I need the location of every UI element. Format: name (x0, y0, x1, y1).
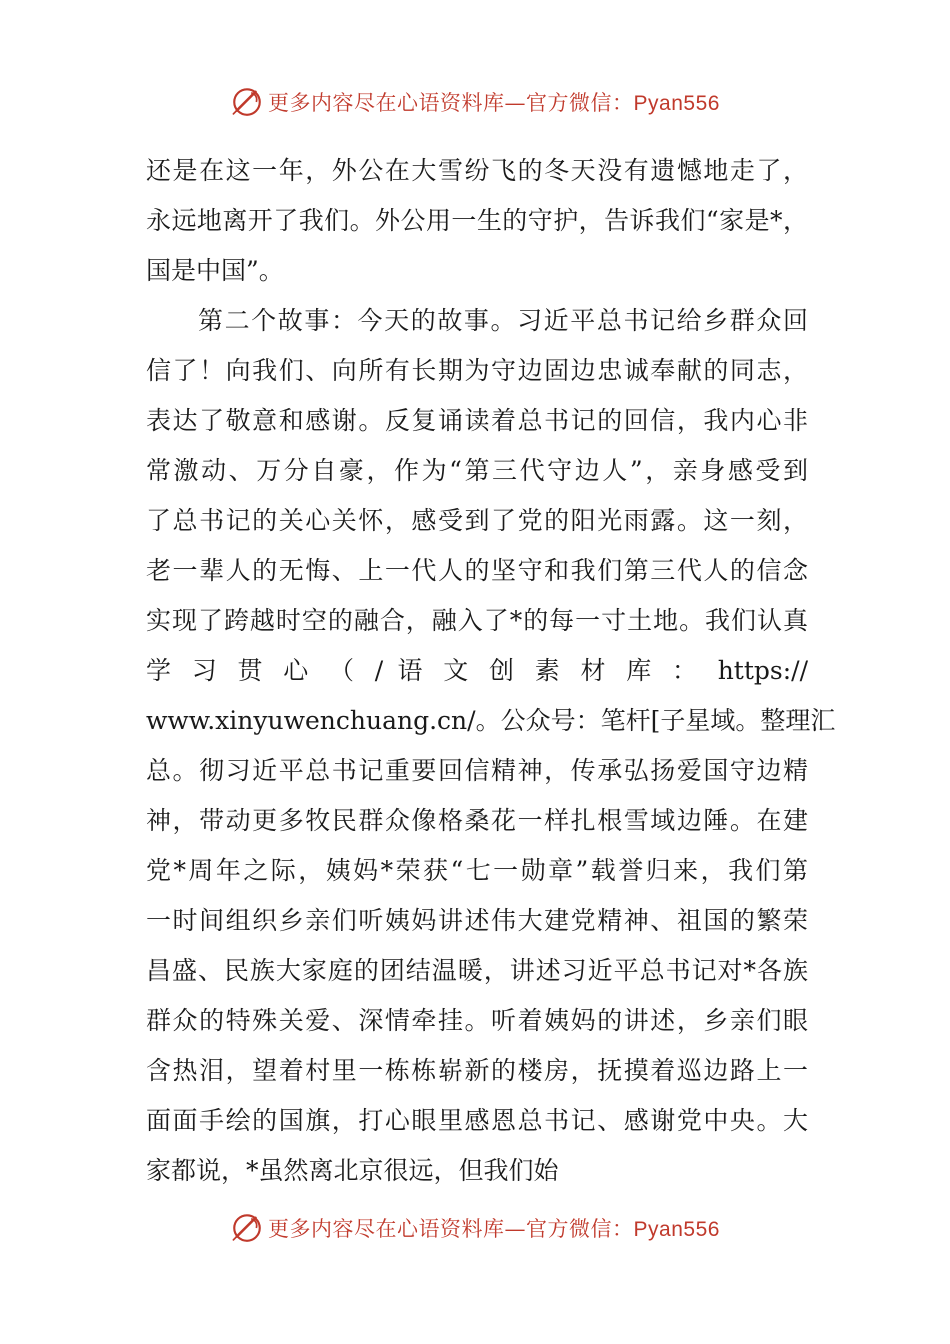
text-line: 党*周年之际，姨妈*荣获“七一勋章”载誉归来，我们第 (146, 856, 808, 885)
text-line-url-start: 学 习 贯 心 （ / 语 文 创 素 材 库 ： https:// (146, 656, 808, 685)
text-line: 永远地离开了我们。外公用一生的守护，告诉我们“家是*， (146, 206, 808, 235)
header-wechat-id: Pyan556 (633, 92, 720, 115)
text-line: 总。彻习近平总书记重要回信精神，传承弘扬爱国守边精 (146, 756, 808, 785)
text-line: 群众的特殊关爱、深情牵挂。听着姨妈的讲述，乡亲们眼 (146, 1006, 808, 1035)
text-line-url: www.xinyuwenchuang.cn/。公众号：笔杆[子星域。整理汇 (146, 706, 836, 735)
text-line: 含热泪，望着村里一栋栋崭新的楼房，抚摸着巡边路上一 (146, 1056, 808, 1085)
text-line: 老一辈人的无悔、上一代人的坚守和我们第三代人的信念 (146, 556, 808, 585)
text-line: 了总书记的关心关怀，感受到了党的阳光雨露。这一刻， (146, 506, 808, 535)
pen-logo-icon (230, 1211, 264, 1245)
pen-logo-icon (230, 85, 264, 119)
text-line: 还是在这一年，外公在大雪纷飞的冬天没有遗憾地走了， (146, 156, 808, 185)
footer-wechat-id: Pyan556 (633, 1218, 720, 1241)
text-line: 一时间组织乡亲们听姨妈讲述伟大建党精神、祖国的繁荣 (146, 906, 808, 935)
text-line-last: 家都说，*虽然离北京很远，但我们始 (146, 1156, 559, 1185)
text-line: 面面手绘的国旗，打心眼里感恩总书记、感谢党中央。大 (146, 1106, 808, 1135)
text-line: 信了！向我们、向所有长期为守边固边忠诚奉献的同志， (146, 356, 808, 385)
header-banner (0, 82, 950, 122)
text-line: 昌盛、民族大家庭的团结温暖，讲述习近平总书记对*各族 (146, 956, 808, 985)
text-line: 国是中国”。 (146, 256, 284, 285)
document-body (146, 146, 836, 1196)
footer-brand-text: 更多内容尽在心语资料库—官方微信：Pyan556 (268, 1217, 720, 1241)
text-line: 神，带动更多牧民群众像格桑花一样扎根雪域边陲。在建 (146, 806, 808, 835)
text-line: 常激动、万分自豪，作为“第三代守边人”，亲身感受到 (146, 456, 808, 485)
text-line: 实现了跨越时空的融合，融入了*的每一寸土地。我们认真 (146, 606, 808, 635)
text-line: 表达了敬意和感谢。反复诵读着总书记的回信，我内心非 (146, 406, 808, 435)
header-brand-text: 更多内容尽在心语资料库—官方微信：Pyan556 (268, 91, 720, 115)
paragraph-start-line: 第二个故事：今天的故事。习近平总书记给乡群众回 (198, 306, 808, 335)
footer-banner (0, 1208, 950, 1248)
